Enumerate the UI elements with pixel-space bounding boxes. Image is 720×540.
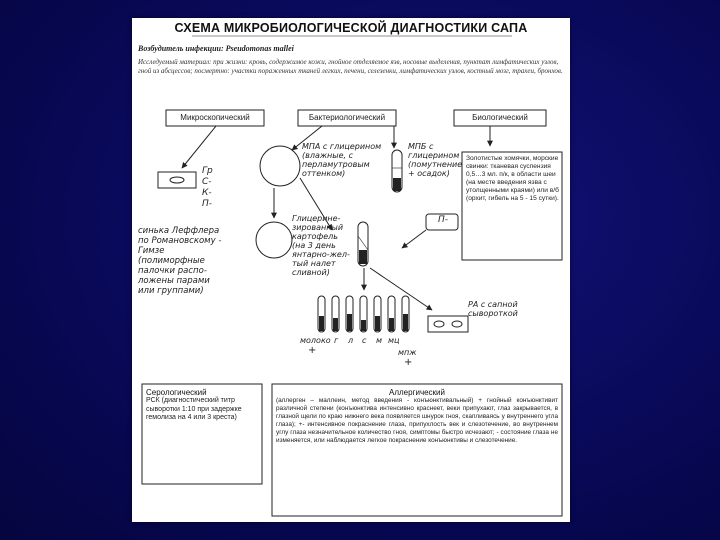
subculture-plate (256, 222, 292, 258)
tube-mark-plus: + (308, 345, 317, 356)
scheme-title: СХЕМА МИКРОБИОЛОГИЧЕСКОЙ ДИАГНОСТИКИ САПА (174, 21, 528, 35)
allergy-text: (аллерген – маллеин, метод введения - конъюнктивальный) + гнойный конъюнктивит различной степени (конъюнктива интенсивно краснеет, веки припухают, глаз закрывается, в глазной щели по краю нижнего века появляется шнурок гноя, скапливаясь у внутреннего угла глаза); +- интенсивное покраснение глаза, припухлость век и слезотечение, во внутреннем углу глаза незначительное количество гноя, симптомы быстро исчезают; - состояние глаза не изменяется, или наблюдается легкое покраснение конъюнктивы и слезотечение. (276, 397, 558, 445)
mpa-note: МПА с глицерином (влажные, с перламутровым оттенком) (302, 142, 382, 178)
mpb-note: МПБ с глицерином (помутнение + осадок) (408, 142, 463, 178)
bacteriological-label: Бактериологический (308, 113, 386, 122)
allergy-block (276, 388, 558, 446)
tube-mark-m: м (376, 336, 383, 345)
scheme-sheet (132, 18, 570, 522)
biology-note: Золотистые хомячки, морские свинки: тканевая суспензия 0,5…3 мл. п/к, в области шеи (на месте введения язва с утолщенными краями) или в/б (орхит, гибель на 5 - 15 сутки). (466, 155, 559, 202)
pathogen-line: Возбудитель инфекции: Pseudomonas mallei (138, 44, 294, 53)
p-result-label: П- (437, 215, 448, 225)
tube-mark-milk: молоко (300, 336, 331, 345)
potato-note: Глицерине- зированный картофель (на 3 день янтарно-жел- тый налет сливной) (292, 214, 350, 277)
gram-marks: Гр С- К- П- (202, 166, 213, 209)
microscopic-label: Микроскопический (180, 113, 250, 122)
biological-label: Биологический (472, 113, 528, 122)
tube-mark-mc: мц (388, 336, 400, 345)
serology-title: Серологический (146, 388, 207, 397)
tube-mark-mpzh: мпж (398, 348, 417, 357)
microscopy-slide (158, 172, 196, 188)
ra-note: РА с сапной сывороткой (468, 300, 518, 318)
tube-mark-plus-2: + (404, 357, 413, 368)
serology-text: РСК (диагностический титр сыворотки 1:10 при задержке гемолиза на 4 или 3 креста) (146, 397, 242, 422)
allergy-title: Аллергический (388, 388, 445, 397)
serology-block (146, 388, 258, 423)
material-text: Исследуемый материал: при жизни: кровь, содержимое кожи, гнойное отделяемое язв, носовые выделения, пунктат лимфатических узлов, гной из абсцессов; посмертно: участки пораженных тканей легких, печени, селезенки, лимфатических узлов, костный мозг, трахеи, бронхов. (138, 58, 563, 76)
tube-mark-s: с (362, 336, 367, 345)
tube-mark-g: г (334, 336, 339, 345)
mpa-plate (260, 146, 300, 186)
tube-mark-l: л (348, 336, 354, 345)
stain-note: синька Леффлера по Романовскому - Гимзе (полиморфные палочки распо- ложены парами или группами) (138, 226, 222, 296)
